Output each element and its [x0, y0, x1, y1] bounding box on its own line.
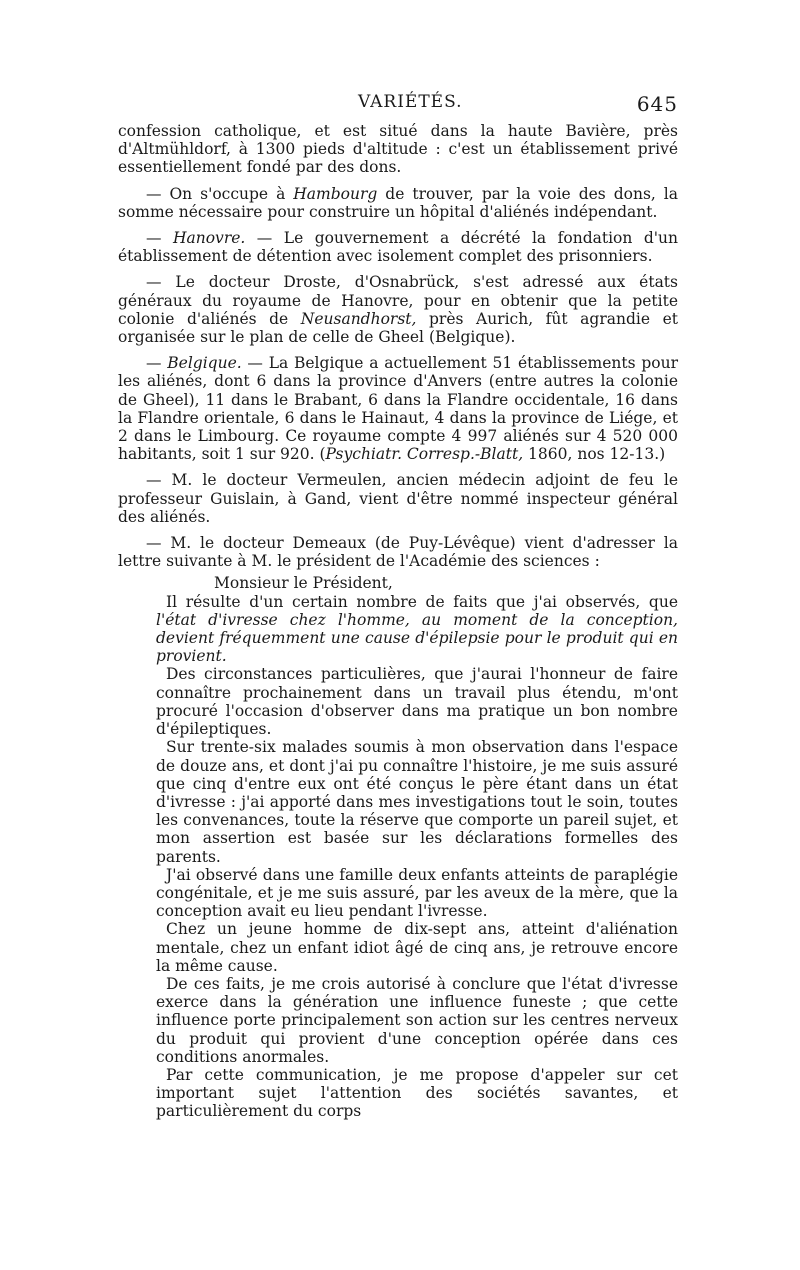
paragraph-text: — Le gouvernement a décrété la fondation d'un établissement de détention avec isolement complet des prisonniers. — [118, 229, 678, 266]
place-name: Belgique. — [167, 354, 242, 373]
place-name: Neusandhorst, — [300, 309, 417, 328]
paragraph-1 — [118, 122, 678, 177]
paragraph-text: — — [146, 354, 168, 373]
paragraph-belgique — [118, 354, 678, 463]
body-text — [118, 122, 678, 1121]
paragraph-text: confession catholique, et est situé dans la haute Bavière, près d'Altmühldorf, à 1300 pieds d'altitude : c'est un établissement privé essentiellement fondé par des dons. — [118, 122, 678, 177]
page — [118, 92, 678, 1121]
letter-text: Il résulte d'un certain nombre de faits que j'ai observés, que — [166, 592, 678, 611]
letter-paragraph: De ces faits, je me crois autorisé à conclure que l'état d'ivresse exerce dans la génération une influence funeste ; que cette influence porte principalement son action sur les centres nerveux du produit qui provient d'une conception opérée dans ces conditions anormales. — [156, 974, 678, 1066]
paragraph-text: — Le docteur Droste, d'Osnabrück, s'est adressé aux états généraux du royaume de Hanovre, pour en obtenir que la petite colonie d'aliénés de — [118, 273, 678, 328]
paragraph-text: près Aurich, fût agrandie et organisée sur le plan de celle de Gheel (Belgique). — [118, 309, 678, 347]
letter-paragraph: Chez un jeune homme de dix-sept ans, atteint d'aliénation mentale, chez un enfant idiot âgé de cinq ans, je retrouve encore la même cause. — [156, 920, 678, 975]
paragraph-text: 1860, nos 12-13.) — [523, 445, 666, 464]
citation-title: Psychiatr. Corresp.-Blatt, — [325, 445, 524, 464]
place-name: Hambourg — [293, 184, 378, 203]
paragraph-vermeulen — [118, 471, 678, 526]
page-number: 645 — [636, 92, 678, 116]
letter-paragraph: J'ai observé dans une famille deux enfants atteints de paraplégie congénitale, et je me suis assuré, par les aveux de la mère, que la conception avait eu lieu pendant l'ivresse. — [156, 865, 678, 921]
paragraph-droste — [118, 273, 678, 346]
letter-paragraph: Des circonstances particulières, que j'aurai l'honneur de faire connaître prochainement dans un travail plus étendu, m'ont procuré l'occasion d'observer dans ma pratique un bon nombre d'épileptiques. — [156, 665, 678, 739]
page-header — [118, 92, 678, 122]
place-name: Hanovre. — [172, 229, 246, 248]
paragraph-text: de trouver, par la voie des dons, la somme nécessaire pour construire un hôpital d'aliénés indépendant. — [118, 184, 678, 221]
letter-emphasis: l'état d'ivresse chez l'homme, au moment de la conception, devient fréquemment une cause d'épilepsie pour le produit qui en provient. — [156, 610, 678, 666]
letter-paragraph: Sur trente-six malades soumis à mon observation dans l'espace de douze ans, et dont j'ai pu connaître l'histoire, je me suis assuré que cinq d'entre eux ont été conçus le père étant dans un état d'ivresse : j'ai apporté dans mes investigations tout le soin, toutes les convenances, toute la réserve que comporte un pareil sujet, et mon assertion est basée sur les déclarations formelles des parents. — [156, 738, 678, 866]
running-title: VARIÉTÉS. — [358, 92, 463, 112]
paragraph-demeaux — [118, 534, 678, 570]
paragraph-text: — M. le docteur Demeaux (de Puy-Lévêque) vient d'adresser la lettre suivante à M. le président de l'Académie des sciences : — [118, 534, 678, 571]
letter-paragraph — [156, 593, 678, 666]
paragraph-text: — — [146, 229, 173, 248]
paragraph-text: — M. le docteur Vermeulen, ancien médecin adjoint de feu le professeur Guislain, à Gand, vient d'être nommé inspecteur général des aliénés. — [118, 471, 678, 526]
paragraph-text: — La Belgique a actuellement 51 établissements pour les aliénés, dont 6 dans la province d'Anvers (entre autres la colonie de Gheel), 11 dans le Brabant, 6 dans la Flandre occidentale, 16 dans la Flandre orientale, 6 dans le Hainaut, 4 dans la province de Liége, et 2 dans le Limbourg. Ce royaume compte 4 997 aliénés sur 4 520 000 habitants, soit 1 sur 920. ( — [118, 354, 678, 464]
paragraph-text: — On s'occupe à — [146, 184, 294, 203]
paragraph-hambourg — [118, 185, 678, 221]
paragraph-hanovre — [118, 229, 678, 265]
letter-paragraph: Par cette communication, je me propose d'appeler sur cet important sujet l'attention des sociétés savantes, et particulièrement du corps — [156, 1065, 678, 1121]
letter — [118, 574, 678, 1120]
letter-salutation: Monsieur le Président, — [214, 574, 393, 593]
